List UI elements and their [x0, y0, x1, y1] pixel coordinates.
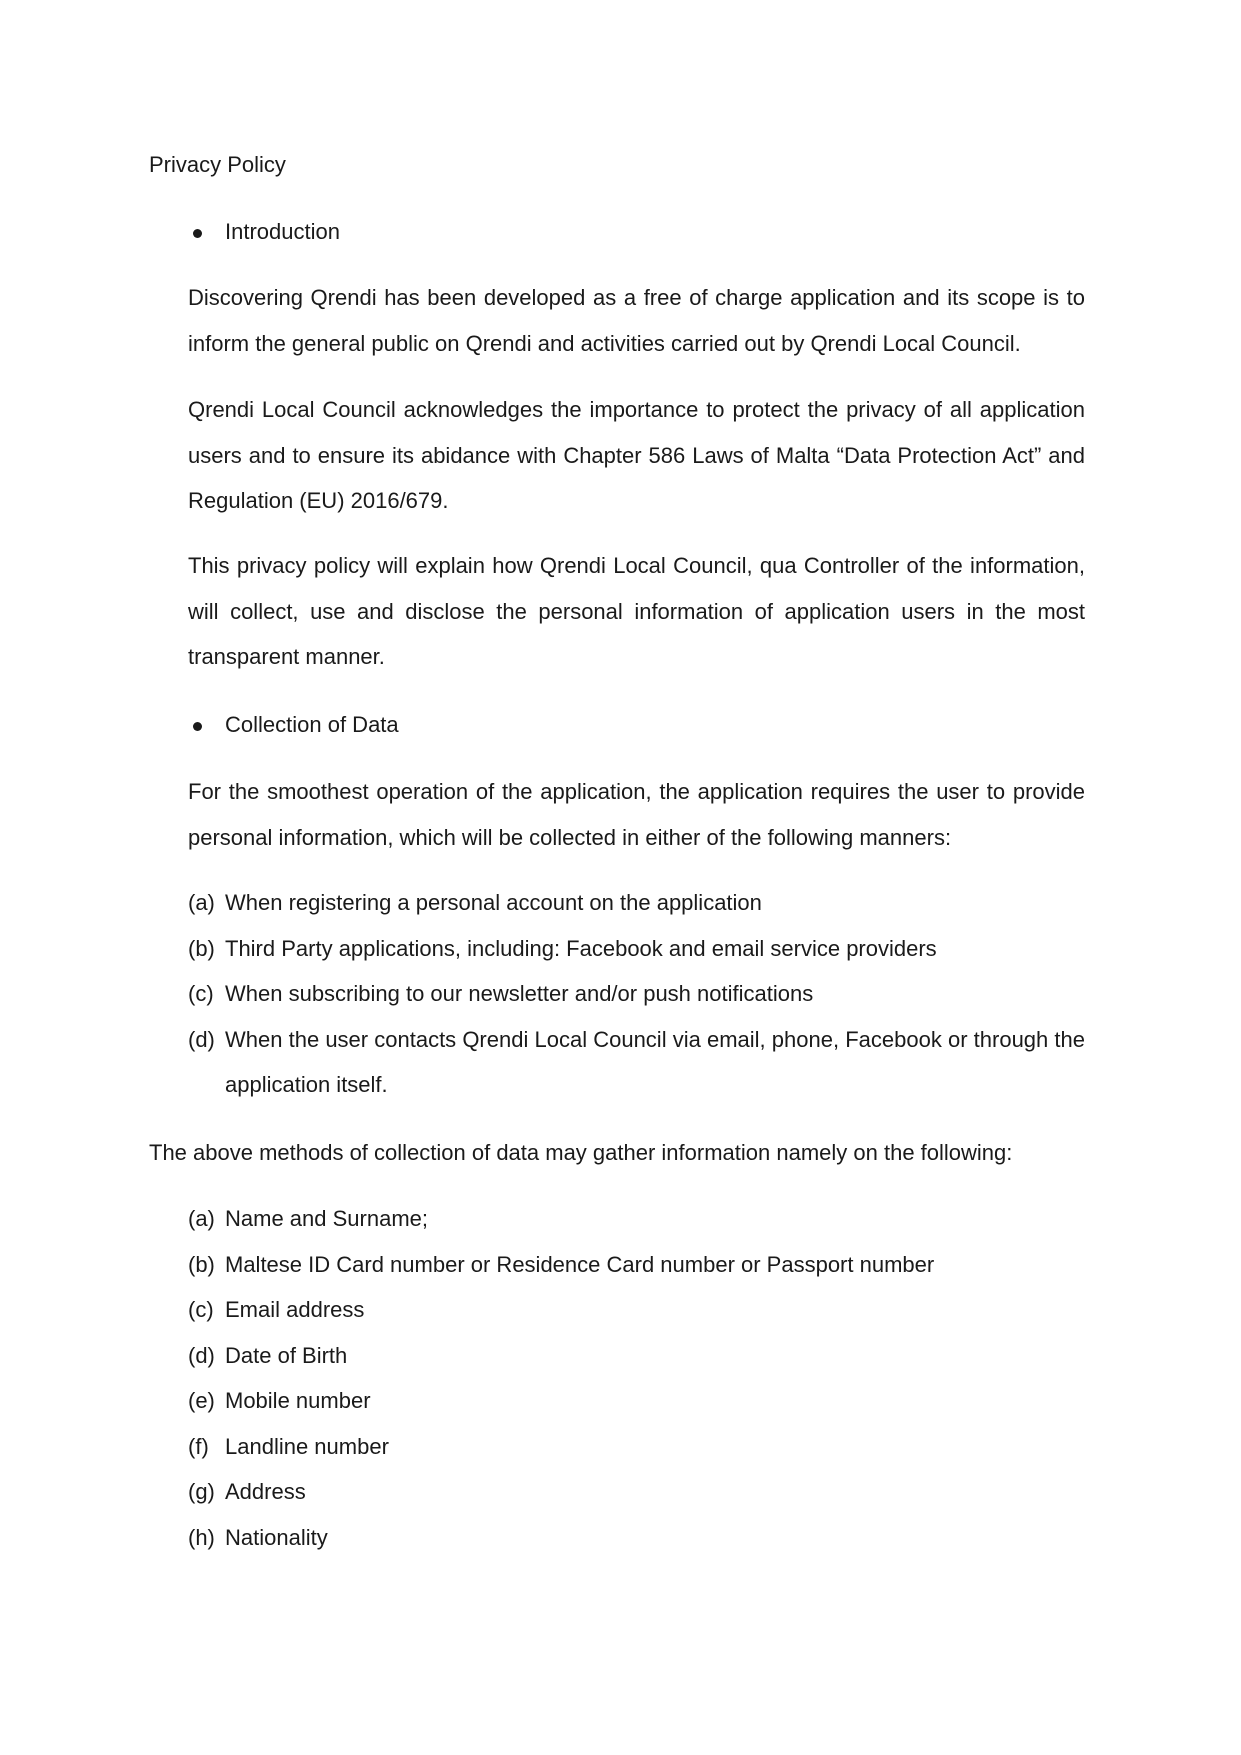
list-item: (e) Mobile number [188, 1388, 371, 1413]
bullet-icon [193, 229, 202, 238]
list-item: (f) Landline number [188, 1433, 389, 1459]
bullet-icon [193, 722, 202, 731]
list-item: (g) Address [188, 1479, 306, 1504]
intro-paragraph-1: Discovering Qrendi has been developed as a free of charge application and its scope is to inform the general public on Qrendi and activities carried out by Qrendi Local Council. [188, 285, 1085, 356]
data-types-intro: The above methods of collection of data may gather information namely on the following: [149, 1140, 1013, 1165]
page-title: Privacy Policy [149, 152, 286, 177]
intro-paragraph-3: This privacy policy will explain how Qrendi Local Council, qua Controller of the information, will collect, use and disclose the personal information of application users in the most transparent manner. [188, 553, 1085, 669]
list-item: (c) Email address [188, 1297, 365, 1322]
list-item: (d) Date of Birth [188, 1342, 348, 1368]
list-item: (a) When registering a personal account on the application [188, 890, 762, 915]
list-item: (a) Name and Surname; [188, 1206, 428, 1231]
list-item: (b) Maltese ID Card number or Residence Card number or Passport number [188, 1251, 935, 1277]
collection-methods-list [188, 880, 1085, 1108]
list-item: (c) When subscribing to our newsletter and/or push notifications [188, 981, 814, 1006]
list-item: (b) Third Party applications, including: Facebook and email service providers [188, 935, 937, 961]
list-item: (d) When the user contacts Qrendi Local Council via email, phone, Facebook or through the application itself. [188, 1026, 1085, 1097]
collection-paragraph: For the smoothest operation of the application, the application requires the user to provide personal information, which will be collected in either of the following manners: [188, 779, 1085, 850]
list-item: (h) Nationality [188, 1524, 328, 1550]
data-types-list [188, 1196, 1085, 1560]
intro-paragraph-2: Qrendi Local Council acknowledges the importance to protect the privacy of all application users and to ensure its abidance with Chapter 586 Laws of Malta “Data Protection Act” and Regulation (EU) 2016/679. [188, 397, 1085, 513]
document-page: Privacy Policy Introduction Discovering Qrendi has been developed as a free of charge application and its scope is to inform the general public on Qrendi and activities carried out by Qrendi Local Council. Qrendi Local Council acknowledges the importance to protect the privacy of all application users and to ensure its abidance with Chapter 586 Laws of Malta “Data Protection Act” and Regulation (EU) 2016/679. This privacy policy will explain how Qrendi Local Council, qua Controller of the information, will collect, use and disclose the personal information of application users in the most transparent manner. Collection of Data For the smoothest operation of the application, the application requires the user to provide personal information, which will be collected in either of the following manners: (a) When registering a personal account on the application (b) Third Party applications, including: Facebook and email service providers (c) When subscribing to our newsletter and/or push notifications (d) When the user contacts Qrendi Local Council via email, phone, Facebook or through the application itself. The above methods of collection of data may gather information namely on the following: (a) Name and Surname; (b) Maltese ID Card number or Residence Card number or Passport number (c) Email address (d) Date of Birth (e) Mobile number (f) Landline number (g) Address (h) Nationality [0, 0, 1241, 1755]
